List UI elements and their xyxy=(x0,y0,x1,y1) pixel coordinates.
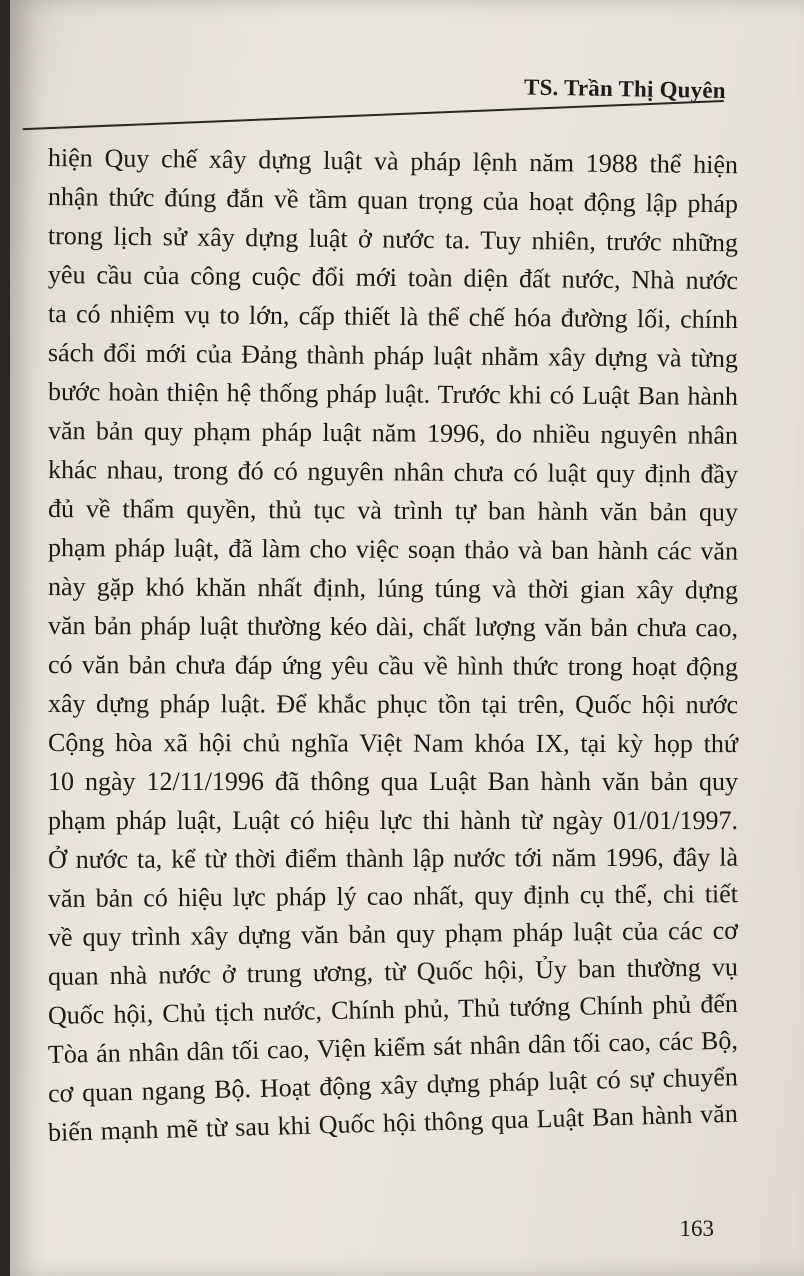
text-line: 10 ngày 12/11/1996 đã thông qua Luật Ban hành văn bản quy xyxy=(48,767,738,796)
text-line: Quốc hội, Chủ tịch nước, Chính phủ, Thủ tướng Chính phủ đến xyxy=(47,988,739,1030)
text-line: Ở nước ta, kể từ thời điểm thành lập nước tới năm 1996, đây là xyxy=(47,842,739,874)
text-line: về quy trình xây dựng văn bản quy phạm pháp luật của các cơ xyxy=(47,915,739,952)
book-page xyxy=(10,0,804,1276)
text-line: yêu cầu của công cuộc đổi mới toàn diện đất nước, Nhà nước xyxy=(47,260,739,296)
text-line: phạm pháp luật, đã làm cho việc soạn thảo và ban hành các văn xyxy=(47,533,739,566)
text-line: Cộng hòa xã hội chủ nghĩa Việt Nam khóa IX, tại kỳ họp thứ xyxy=(47,728,739,759)
text-line: cơ quan ngang Bộ. Hoạt động xây dựng pháp luật có sự chuyển xyxy=(47,1062,739,1108)
running-header xyxy=(10,60,804,120)
text-line: hiện Quy chế xây dựng luật và pháp lệnh năm 1988 thể hiện xyxy=(47,143,739,180)
page-number: 163 xyxy=(679,1216,714,1241)
text-line: trong lịch sử xây dựng luật ở nước ta. Tuy nhiên, trước những xyxy=(47,221,739,258)
text-line: khác nhau, trong đó có nguyên nhân chưa có luật quy định đầy xyxy=(47,455,739,489)
text-line: đủ về thẩm quyền, thủ tục và trình tự ban hành văn bản quy xyxy=(47,494,739,527)
header-rule xyxy=(23,100,725,130)
text-line: có văn bản chưa đáp ứng yêu cầu về hình thức trong hoạt động xyxy=(47,650,739,682)
text-line: nhận thức đúng đắn về tầm quan trọng của hoạt động lập pháp xyxy=(47,182,739,219)
text-line: phạm pháp luật, Luật có hiệu lực thi hành từ ngày 01/01/1997. xyxy=(48,806,738,835)
text-line: Tòa án nhân dân tối cao, Viện kiểm sát nhân dân tối cao, các Bộ, xyxy=(47,1025,739,1069)
text-line: bước hoàn thiện hệ thống pháp luật. Trước khi có Luật Ban hành xyxy=(47,377,739,411)
text-line: quan nhà nước ở trung ương, từ Quốc hội, Ủy ban thường vụ xyxy=(47,952,739,991)
text-line: biến mạnh mẽ từ sau khi Quốc hội thông qua Luật Ban hành văn xyxy=(47,1098,739,1147)
text-line: văn bản có hiệu lực pháp lý cao nhất, quy định cụ thể, chi tiết xyxy=(47,879,739,913)
text-line: văn bản quy phạm pháp luật năm 1996, do nhiều nguyên nhân xyxy=(47,416,739,450)
author-name: TS. Trần Thị Quyên xyxy=(524,74,727,103)
text-line: sách đổi mới của Đảng thành pháp luật nhằm xây dựng và từng xyxy=(47,338,739,374)
text-line: văn bản pháp luật thường kéo dài, chất lượng văn bản chưa cao, xyxy=(47,611,739,643)
text-line: này gặp khó khăn nhất định, lúng túng và thời gian xây dựng xyxy=(47,572,739,605)
text-line: ta có nhiệm vụ to lớn, cấp thiết là thể chế hóa đường lối, chính xyxy=(47,299,739,335)
text-line: xây dựng pháp luật. Để khắc phục tồn tại trên, Quốc hội nước xyxy=(47,689,739,720)
